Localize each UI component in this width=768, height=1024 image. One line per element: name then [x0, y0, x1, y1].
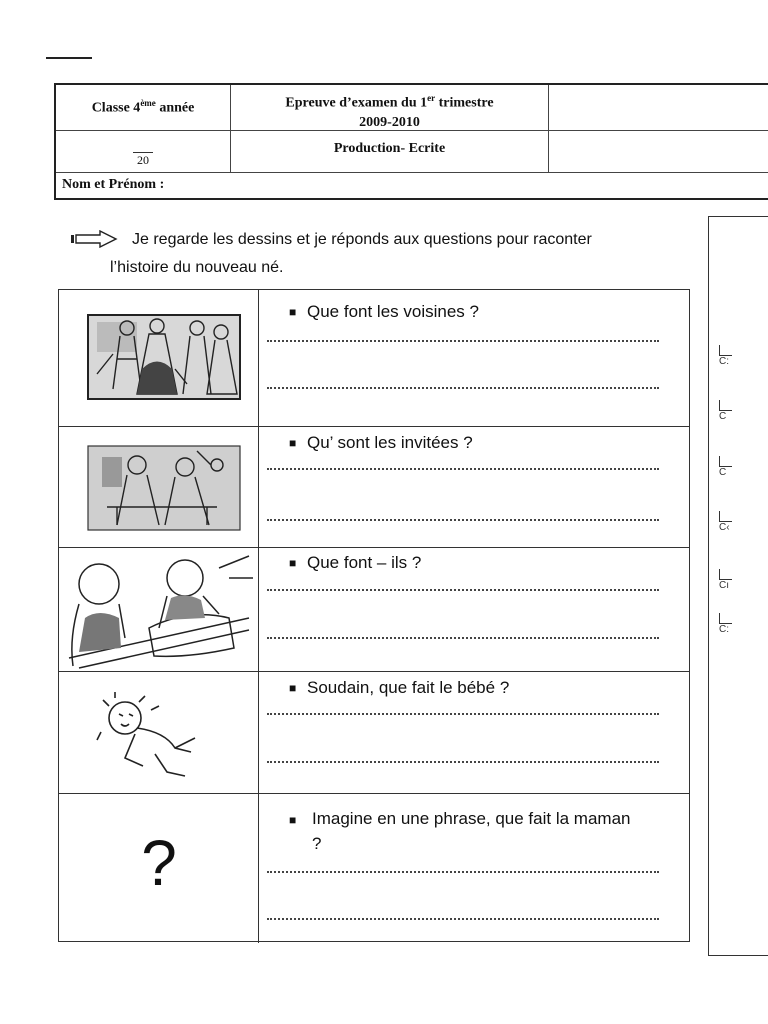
bullet-icon: ■ [289, 813, 297, 827]
criterion-mark: C: [719, 613, 732, 635]
instruction-line-1: Je regarde les dessins et je réponds aux questions pour raconter [132, 231, 592, 248]
question-text: Que font – ils ? [307, 553, 422, 572]
blank-cell [549, 85, 768, 131]
name-label: Nom et Prénom : [62, 177, 165, 192]
class-label: Classe 4ème année [91, 98, 195, 116]
question-text: Imagine en une phrase, que fait la maman ? [312, 809, 631, 853]
image-cell [59, 427, 259, 547]
table-row [59, 548, 689, 672]
parents-cradle-drawing [59, 548, 257, 670]
image-cell [59, 794, 259, 943]
question-text: Qu’ sont les invitées ? [307, 433, 473, 452]
guests-drawing [87, 445, 241, 531]
arrow-icon [70, 230, 118, 248]
answer-line[interactable] [267, 387, 659, 389]
image-cell [59, 548, 259, 671]
criterion-mark: C‹ [719, 511, 732, 533]
bullet-icon: ■ [289, 681, 297, 696]
name-cell[interactable] [56, 173, 768, 198]
bullet-icon: ■ [289, 305, 297, 320]
criterion-mark: Cı [719, 569, 732, 591]
blank-cell-2 [549, 131, 768, 173]
criterion-mark: C: [719, 345, 732, 367]
question-text: Que font les voisines ? [307, 302, 479, 321]
score-cell [56, 131, 231, 173]
exam-header [54, 83, 768, 200]
answer-line[interactable] [267, 340, 659, 342]
criterion-mark: C [719, 456, 732, 478]
table-row [59, 290, 689, 427]
answer-line[interactable] [267, 761, 659, 763]
answer-line[interactable] [267, 589, 659, 591]
neighbours-drawing [87, 314, 241, 400]
bullet-icon: ■ [289, 556, 297, 571]
table-row [59, 427, 689, 548]
answer-line[interactable] [267, 519, 659, 521]
answer-line[interactable] [267, 468, 659, 470]
answer-line[interactable] [267, 713, 659, 715]
subject-cell [231, 131, 549, 173]
bullet-icon: ■ [289, 436, 297, 451]
answer-line[interactable] [267, 637, 659, 639]
question-mark: ? [141, 827, 177, 899]
answer-line[interactable] [267, 871, 659, 873]
top-dash [46, 57, 92, 59]
crying-baby-drawing [95, 692, 215, 782]
answer-line[interactable] [267, 918, 659, 920]
exam-year: 2009-2010 [359, 114, 420, 130]
criterion-mark: C [719, 400, 732, 422]
margin-box [708, 216, 768, 956]
class-cell [56, 85, 231, 131]
table-row [59, 672, 689, 794]
image-cell [59, 672, 259, 793]
question-table [58, 289, 690, 942]
instruction-line-2: l’histoire du nouveau né. [110, 259, 284, 276]
image-cell [59, 290, 259, 426]
exam-title: Epreuve d’examen du 1er trimestre [285, 93, 494, 111]
table-row [59, 794, 689, 943]
question-text: Soudain, que fait le bébé ? [307, 678, 510, 697]
score-denominator: 20 [133, 152, 153, 167]
subject-label: Production- Ecrite [333, 140, 446, 156]
exam-title-cell [231, 85, 549, 131]
